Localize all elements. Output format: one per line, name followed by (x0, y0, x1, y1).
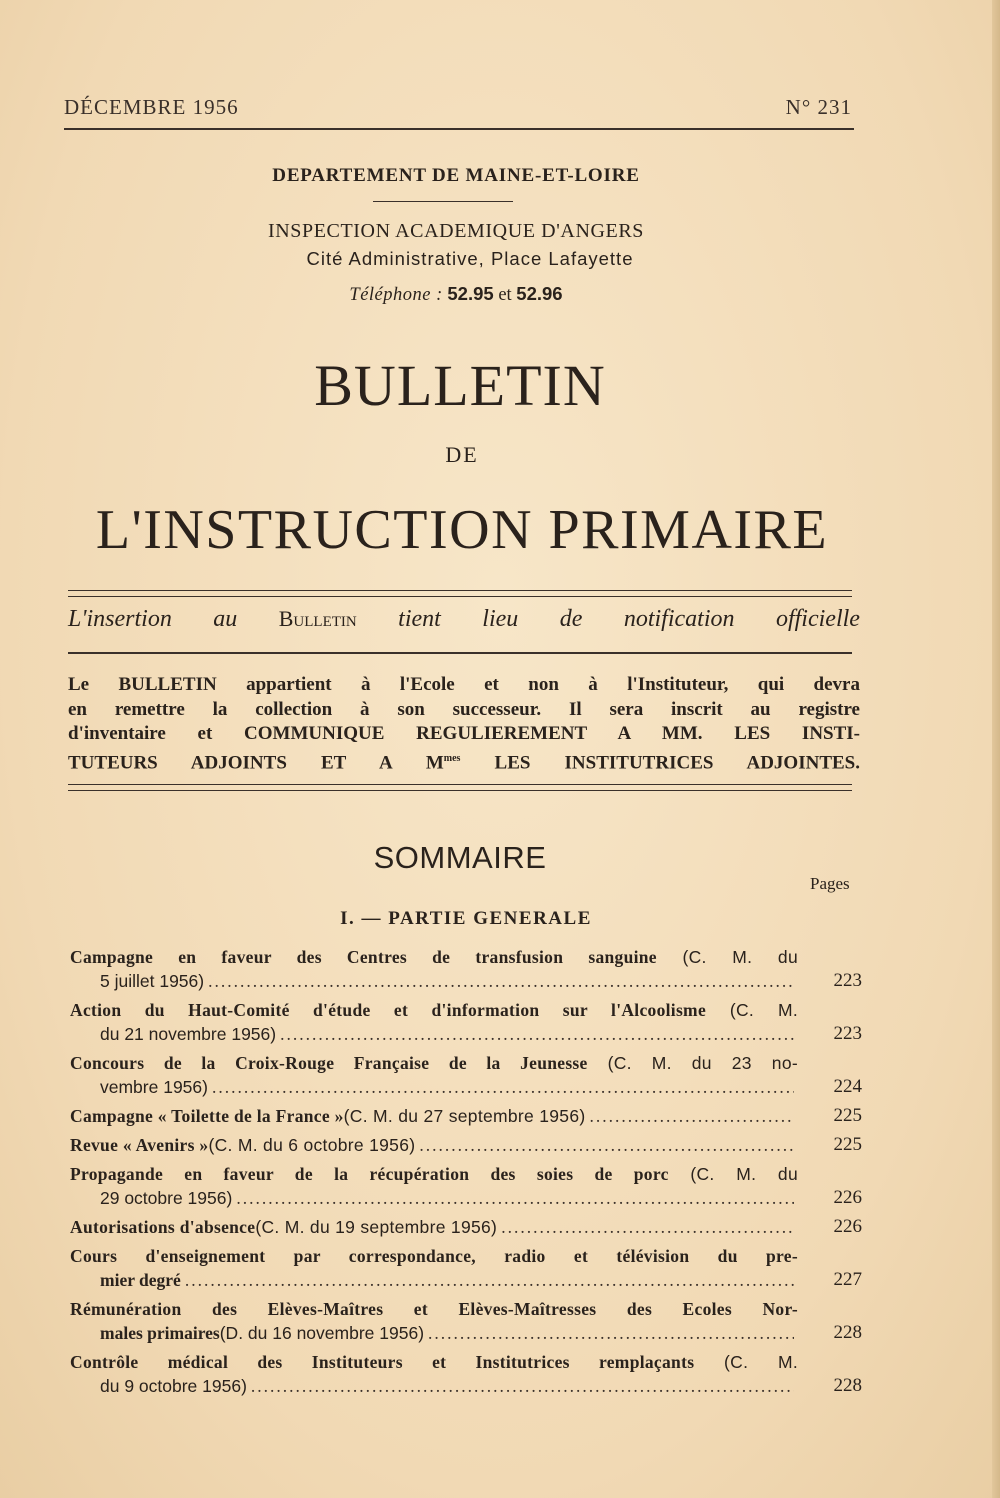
entry-ref: (C. M. du (656, 947, 798, 967)
toc-entry[interactable] (70, 945, 862, 993)
phone-number-1: 52.95 (447, 283, 494, 304)
summary-title: SOMMAIRE (373, 840, 547, 875)
toc-entry[interactable] (70, 1244, 862, 1292)
middle-rule (68, 652, 852, 654)
leader-dots (428, 1321, 794, 1345)
toc-entry[interactable] (70, 1051, 862, 1099)
toc-entry[interactable] (70, 1133, 862, 1157)
entry-title: Autorisations d'absence (70, 1217, 256, 1237)
entry-title: Propagande en faveur de la récupération des soies de porc (70, 1164, 669, 1184)
entry-title: males primaires (100, 1323, 220, 1343)
ownership-notice (68, 673, 860, 775)
title-bulletin: BULLETIN (314, 353, 606, 418)
pages-column-label: Pages (810, 874, 850, 893)
entry-page: 226 (833, 1216, 862, 1237)
notice-line-part: LES INSTITUTRICES ADJOINTES. (460, 751, 860, 773)
entry-title: Cours d'enseignement par correspondance, radio et télévision du pre- (70, 1246, 798, 1266)
toc-entry[interactable] (70, 1297, 862, 1345)
notice-line: en remettre la collection à son successeur. Il sera inscrit au registre (68, 698, 860, 720)
entry-ref: (C. M. du (668, 1164, 798, 1184)
insertion-word: au (213, 606, 238, 632)
short-divider (373, 201, 513, 202)
toc-entry[interactable] (70, 1215, 862, 1239)
issue-number: N° 231 (785, 95, 852, 119)
entry-page: 225 (833, 1134, 862, 1155)
entry-title: Action du Haut-Comité d'étude et d'information sur l'Alcoolisme (70, 1000, 707, 1020)
insertion-word: de (559, 606, 583, 632)
entry-page: 228 (833, 1375, 862, 1396)
entry-ref: 29 octobre 1956) (100, 1188, 233, 1208)
office-address: Cité Administrative, Place Lafayette (306, 248, 634, 269)
phone-number-2: 52.96 (516, 283, 563, 304)
notice-superscript: mes (443, 752, 461, 764)
phone-and: et (498, 285, 512, 305)
title-de: DE (445, 442, 479, 467)
notice-line: d'inventaire et COMMUNIQUE REGULIEREMENT A MM. LES INSTI- (68, 723, 860, 744)
toc-entry[interactable] (70, 1162, 862, 1210)
entry-page: 223 (833, 1023, 862, 1044)
section-heading: I. — PARTIE GENERALE (340, 908, 592, 929)
double-rule (68, 784, 852, 791)
entry-ref: du 9 octobre 1956) (100, 1376, 247, 1396)
entry-ref: (C. M. du 27 septembre 1956) (343, 1106, 586, 1126)
phone-label: Téléphone : (349, 285, 443, 305)
phone-line (0, 283, 912, 306)
leader-dots (419, 1133, 794, 1157)
insertion-notice (68, 606, 860, 633)
issue-date: DÉCEMBRE 1956 (64, 95, 239, 119)
entry-ref: (D. du 16 novembre 1956) (219, 1323, 425, 1343)
leader-dots (280, 1022, 794, 1046)
leader-dots (590, 1104, 794, 1128)
entry-ref: vembre 1956) (100, 1077, 208, 1097)
insertion-word: tient (398, 606, 441, 632)
table-of-contents (70, 945, 862, 1403)
entry-ref: (C. M. du 6 octobre 1956) (208, 1135, 416, 1155)
notice-line: Le BULLETIN appartient à l'Ecole et non à l'Instituteur, qui devra (68, 674, 860, 695)
entry-title: Campagne en faveur des Centres de transfusion sanguine (70, 947, 657, 967)
entry-page: 223 (833, 970, 862, 991)
entry-title: Rémunération des Elèves-Maîtres et Elèves-Maîtresses des Ecoles Nor- (70, 1299, 798, 1319)
entry-page: 224 (833, 1076, 862, 1097)
leader-dots (212, 1075, 794, 1099)
toc-entry[interactable] (70, 1104, 862, 1128)
entry-title: mier degré (100, 1270, 181, 1290)
leader-dots (501, 1215, 794, 1239)
entry-title: Contrôle médical des Instituteurs et Institutrices remplaçants (70, 1352, 695, 1372)
entry-page: 226 (833, 1187, 862, 1208)
entry-title: Campagne « Toilette de la France » (70, 1106, 344, 1126)
entry-ref: (C. M. du 19 septembre 1956) (255, 1217, 498, 1237)
entry-ref: 5 juillet 1956) (100, 971, 205, 991)
department-name: DEPARTEMENT DE MAINE-ET-LOIRE (272, 165, 640, 186)
notice-line (68, 747, 860, 776)
entry-page: 228 (833, 1322, 862, 1343)
insertion-word: officielle (775, 606, 860, 632)
insertion-word: lieu (482, 606, 519, 632)
inspection-name: INSPECTION ACADEMIQUE D'ANGERS (267, 220, 645, 242)
entry-ref: (C. M. du 23 no- (587, 1053, 798, 1073)
insertion-word: Bulletin (278, 606, 357, 631)
page-edge (992, 0, 1000, 1498)
entry-page: 227 (833, 1269, 862, 1290)
double-rule (68, 590, 852, 597)
entry-title: Revue « Avenirs » (70, 1135, 209, 1155)
entry-ref: (C. M. (694, 1352, 798, 1372)
leader-dots (251, 1374, 794, 1398)
entry-page: 225 (833, 1105, 862, 1126)
toc-entry[interactable] (70, 998, 862, 1046)
entry-ref: du 21 novembre 1956) (100, 1024, 277, 1044)
toc-entry[interactable] (70, 1350, 862, 1398)
entry-ref: (C. M. (706, 1000, 798, 1020)
issue-header (64, 95, 852, 120)
notice-line-part: TUTEURS ADJOINTS ET A M (68, 751, 444, 773)
insertion-word: notification (623, 606, 735, 632)
entry-title: Concours de la Croix-Rouge Française de la Jeunesse (70, 1053, 588, 1073)
insertion-word: L'insertion (68, 606, 172, 632)
title-instruction-primaire: L'INSTRUCTION PRIMAIRE (95, 499, 829, 561)
leader-dots (236, 1186, 794, 1210)
header-rule (64, 128, 854, 130)
leader-dots (185, 1268, 794, 1292)
leader-dots (208, 969, 794, 993)
